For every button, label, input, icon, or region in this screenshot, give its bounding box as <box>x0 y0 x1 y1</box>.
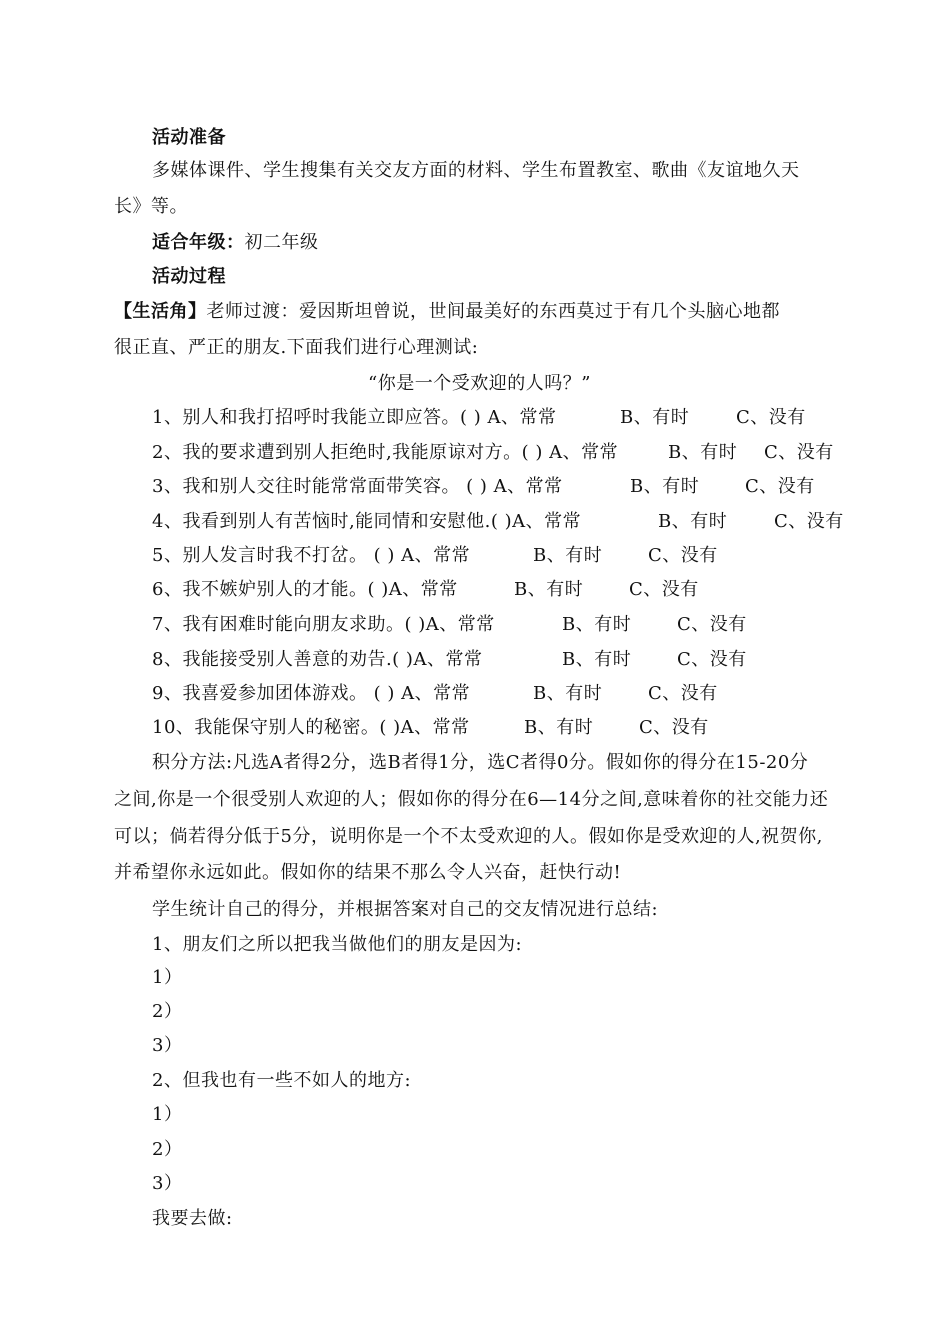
question-6: 6、我不嫉妒别人的才能。( )A、常常 <box>152 579 458 600</box>
question-3-option-c: C、没有 <box>745 476 815 497</box>
section-1-heading: 1、朋友们之所以把我当做他们的朋友是因为: <box>152 934 523 955</box>
section-1-item-3: 3） <box>152 1035 183 1056</box>
section-2-item-3: 3） <box>152 1173 183 1194</box>
question-10-option-c: C、没有 <box>639 717 709 738</box>
section-2-heading: 2、但我也有一些不如人的地方: <box>152 1070 412 1091</box>
scoring-line-4: 并希望你永远如此。假如你的结果不那么令人兴奋，赶快行动! <box>114 862 622 883</box>
question-7-option-c: C、没有 <box>677 614 747 635</box>
prep-heading: 活动准备 <box>152 127 226 148</box>
scoring-line-2: 之间,你是一个很受别人欢迎的人；假如你的得分在6—14分之间,意味着你的社交能力还 <box>114 789 829 810</box>
question-8: 8、我能接受别人善意的劝告.( )A、常常 <box>152 649 483 670</box>
question-4: 4、我看到别人有苦恼时,能同情和安慰他.( )A、常常 <box>152 511 582 532</box>
section-1-item-2: 2） <box>152 1001 183 1022</box>
prep-line-2: 长》等。 <box>114 196 188 217</box>
grade-label: 适合年级： <box>152 232 245 253</box>
question-6-option-c: C、没有 <box>629 579 699 600</box>
section-1-item-1: 1） <box>152 967 183 988</box>
intro-text: 老师过渡：爱因斯坦曾说，世间最美好的东西莫过于有几个头脑心地都 <box>206 301 780 322</box>
question-1-option-c: C、没有 <box>736 407 806 428</box>
intro-line-1 <box>114 300 780 324</box>
question-2-option-b: B、有时 <box>668 442 738 463</box>
question-1-option-b: B、有时 <box>620 407 690 428</box>
grade-line <box>152 231 319 255</box>
question-4-option-c: C、没有 <box>774 511 844 532</box>
section-2-item-1: 1） <box>152 1104 183 1125</box>
section-2-item-2: 2） <box>152 1139 183 1160</box>
question-5-option-b: B、有时 <box>533 545 603 566</box>
life-tag: 【生活角】 <box>114 301 207 322</box>
question-2: 2、我的要求遭到别人拒绝时,我能原谅对方。( ) A、常常 <box>152 442 619 463</box>
question-7-option-b: B、有时 <box>562 614 632 635</box>
question-9-option-b: B、有时 <box>533 683 603 704</box>
intro-line-2: 很正直、严正的朋友.下面我们进行心理测试: <box>114 337 479 358</box>
question-7: 7、我有困难时能向朋友求助。( )A、常常 <box>152 614 495 635</box>
todo-line: 我要去做: <box>152 1208 233 1229</box>
scoring-line-1: 积分方法:凡选A者得2分，选B者得1分，选C者得0分。假如你的得分在15-20分 <box>152 752 809 773</box>
summary-intro: 学生统计自己的得分，并根据答案对自己的交友情况进行总结: <box>152 899 659 920</box>
prep-line-1: 多媒体课件、学生搜集有关交友方面的材料、学生布置教室、歌曲《友谊地久天 <box>152 160 800 181</box>
question-6-option-b: B、有时 <box>514 579 584 600</box>
question-2-option-c: C、没有 <box>764 442 834 463</box>
question-10: 10、我能保守别人的秘密。( )A、常常 <box>152 717 470 738</box>
test-title: “你是一个受欢迎的人吗？” <box>368 373 591 394</box>
question-8-option-b: B、有时 <box>562 649 632 670</box>
scoring-line-3: 可以；倘若得分低于5分，说明你是一个不太受欢迎的人。假如你是受欢迎的人,祝贺你, <box>114 826 823 847</box>
grade-value: 初二年级 <box>244 232 319 253</box>
question-3-option-b: B、有时 <box>630 476 700 497</box>
question-4-option-b: B、有时 <box>658 511 728 532</box>
process-heading: 活动过程 <box>152 266 226 287</box>
question-3: 3、我和别人交往时能常常面带笑容。 ( ) A、常常 <box>152 476 563 497</box>
question-9: 9、我喜爱参加团体游戏。 ( ) A、常常 <box>152 683 471 704</box>
question-1: 1、别人和我打招呼时我能立即应答。( ) A、常常 <box>152 407 557 428</box>
question-5: 5、别人发言时我不打岔。 ( ) A、常常 <box>152 545 471 566</box>
question-5-option-c: C、没有 <box>648 545 718 566</box>
question-9-option-c: C、没有 <box>648 683 718 704</box>
question-10-option-b: B、有时 <box>524 717 594 738</box>
question-8-option-c: C、没有 <box>677 649 747 670</box>
